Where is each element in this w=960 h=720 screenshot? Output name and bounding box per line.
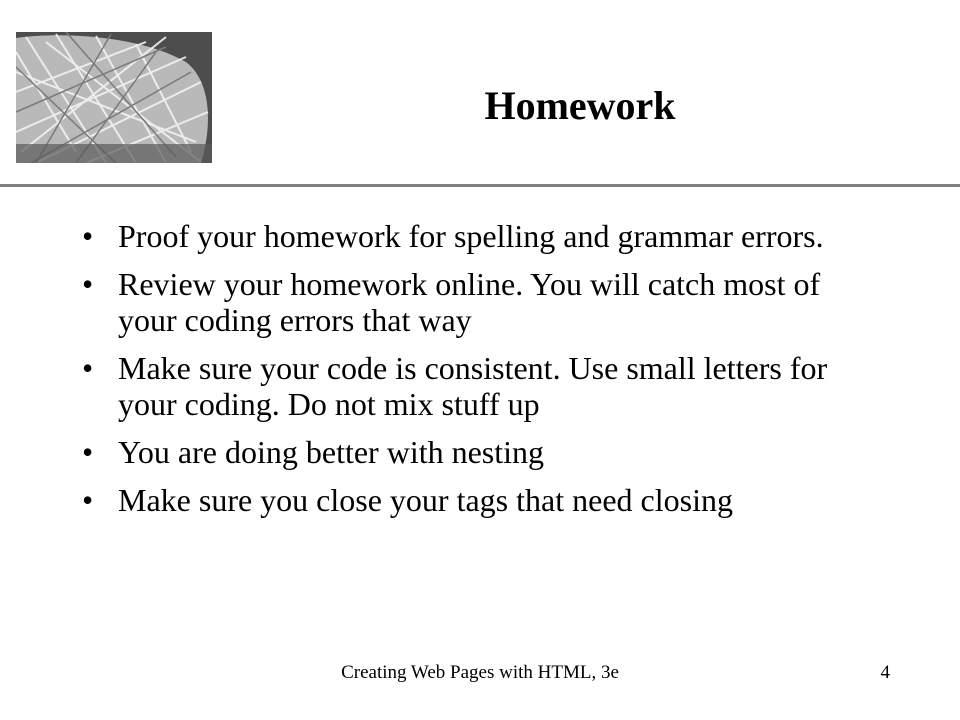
- bullet-dot: •: [82, 350, 94, 386]
- bullet-dot: •: [82, 266, 94, 302]
- bullet-item: [78, 266, 878, 338]
- page-number: 4: [880, 662, 890, 683]
- bullet-dot: •: [82, 218, 94, 254]
- bullet-list: [78, 218, 878, 530]
- bullet-text: Make sure your code is consistent. Use small letters for your coding. Do not mix stuff up: [118, 350, 828, 422]
- bullet-dot: •: [82, 482, 94, 518]
- bullet-text: Proof your homework for spelling and grammar errors.: [118, 218, 824, 254]
- bullet-text: You are doing better with nesting: [118, 434, 545, 470]
- bullet-item: [78, 350, 878, 422]
- bullet-text: Make sure you close your tags that need closing: [118, 482, 733, 518]
- title-divider: [0, 184, 960, 187]
- bullet-item: [78, 482, 878, 518]
- slide-title: Homework: [484, 83, 676, 128]
- bullet-item: [78, 218, 878, 254]
- bullet-dot: •: [82, 434, 94, 470]
- structure-sculpture-icon: [16, 32, 212, 163]
- bullet-text: Review your homework online. You will catch most of your coding errors that way: [118, 266, 821, 338]
- footer-text: Creating Web Pages with HTML, 3e: [341, 662, 619, 683]
- bullet-item: [78, 434, 878, 470]
